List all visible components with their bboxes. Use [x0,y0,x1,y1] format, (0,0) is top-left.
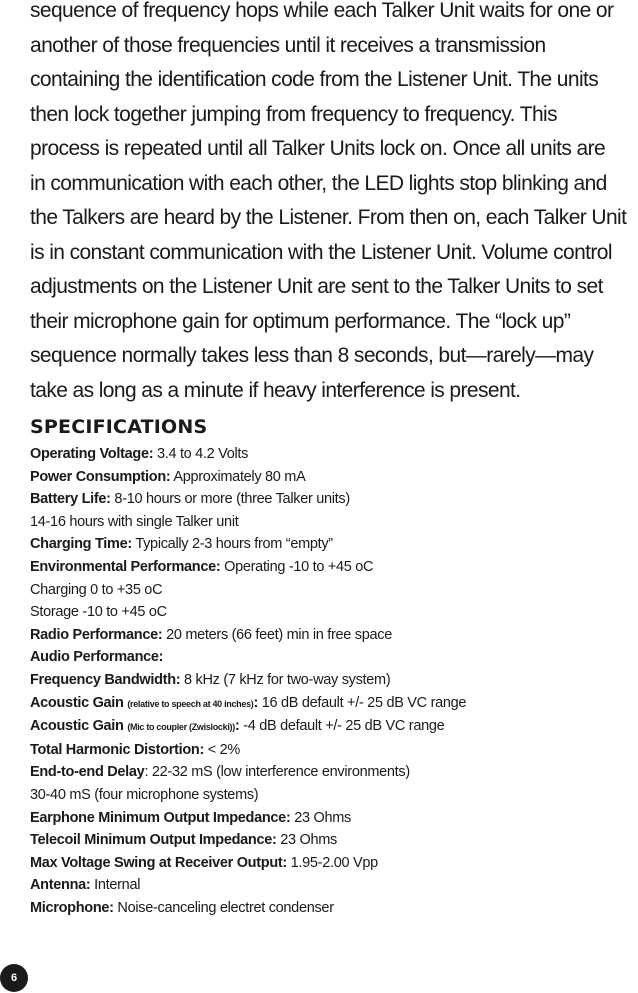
intro-line: then lock together jumping from frequency to frequency. This [30,102,558,126]
intro-line: in communication with each other, the LED lights stop blinking and [30,171,607,195]
spec-battery-life-cont: 14-16 hours with single Talker unit [30,513,239,530]
page-number: 6 [10,972,18,984]
intro-line: process is repeated until all Talker Units lock on. Once all units are [30,137,606,160]
spec-value: Noise-canceling electret condenser [113,899,334,916]
spec-label: Telecoil Minimum Output Impedance: [30,832,277,849]
page-number-badge [0,964,28,992]
intro-line: adjustments on the Listener Unit are sent to the Talker Units to set [30,275,603,298]
spec-radio-performance [30,624,630,647]
spec-antenna [30,874,630,897]
spec-label: Environmental Performance: [30,558,221,575]
spec-total-harmonic-distortion [30,739,630,762]
spec-environmental-charging: Charging 0 to +35 oC [30,581,163,598]
spec-value: 23 Ohms [276,832,337,849]
spec-label: Total Harmonic Distortion: [30,741,204,758]
spec-value: 3.4 to 4.2 Volts [153,446,249,462]
intro-line: take as long as a minute if heavy interference is present. [30,378,521,402]
spec-label: Microphone: [30,899,114,916]
spec-value: Internal [90,877,141,894]
spec-value: Operating -10 to +45 oC [220,558,374,575]
spec-value: -4 dB default +/- 25 dB VC range [239,718,445,735]
spec-charging-time [30,533,630,556]
spec-label: Charging Time: [30,536,132,553]
spec-value: 8-10 hours or more (three Talker units) [110,491,350,508]
intro-line: sequence normally takes less than 8 seconds, but—rarely—may [30,344,594,367]
spec-label: Max Voltage Swing at Receiver Output: [30,854,287,871]
spec-value: 16 dB default +/- 25 dB VC range [258,694,467,711]
spec-label: Radio Performance: [30,626,163,643]
spec-acoustic-gain-speech [30,692,630,716]
spec-power-consumption [30,466,630,489]
specifications-list [30,443,630,919]
spec-label: Battery Life: [30,491,111,508]
spec-colon: : [234,718,240,735]
spec-environmental-performance [30,556,630,579]
spec-frequency-bandwidth [30,669,630,692]
spec-qualifier: (Mic to coupler (Zwislocki)) [127,722,235,733]
spec-microphone [30,897,630,920]
spec-value: < 2% [204,741,240,758]
spec-value: : 22-32 mS (low interference environments) [144,764,410,781]
spec-telecoil-impedance [30,829,630,852]
spec-value: 20 meters (66 feet) min in free space [162,626,392,643]
spec-battery-life [30,488,630,511]
spec-max-voltage-swing [30,852,630,875]
spec-value: 1.95-2.00 Vpp [286,854,378,871]
spec-label: Frequency Bandwidth: [30,671,181,688]
intro-line: sequence of frequency hops while each Talker Unit waits for one or [30,0,614,22]
spec-value: Typically 2-3 hours from “empty” [131,536,333,553]
spec-colon: : [253,694,259,711]
specifications-heading: SPECIFICATIONS [30,416,208,438]
spec-label: Audio Performance: [30,649,164,666]
spec-label: Antenna: [30,877,91,894]
spec-label: Operating Voltage: [30,446,154,462]
spec-value: 8 kHz (7 kHz for two-way system) [180,671,391,688]
intro-line: another of those frequencies until it receives a transmission [30,33,546,57]
spec-label: Acoustic Gain [30,718,128,735]
spec-label: End-to-end Delay [30,764,145,781]
spec-value: 23 Ohms [290,809,351,826]
spec-earphone-impedance [30,807,630,830]
spec-audio-performance [30,646,630,669]
spec-operating-voltage [30,443,630,466]
intro-line: the Talkers are heard by the Listener. From then on, each Talker Unit [30,206,627,229]
spec-end-to-end-delay [30,761,630,784]
spec-acoustic-gain-coupler [30,715,630,739]
spec-label: Earphone Minimum Output Impedance: [30,809,291,826]
spec-label: Acoustic Gain [30,694,128,711]
intro-paragraph [30,0,634,408]
intro-line: containing the identification code from the Listener Unit. The units [30,68,599,91]
spec-value: Approximately 80 mA [170,468,306,485]
intro-line: their microphone gain for optimum performance. The “lock up” [30,309,571,333]
spec-label: Power Consumption: [30,468,171,485]
spec-end-to-end-delay-cont: 30-40 mS (four microphone systems) [30,786,259,803]
spec-qualifier: (relative to speech at 40 inches) [127,698,254,709]
intro-line: is in constant communication with the Listener Unit. Volume control [30,240,612,264]
spec-environmental-storage: Storage -10 to +45 oC [30,604,167,621]
